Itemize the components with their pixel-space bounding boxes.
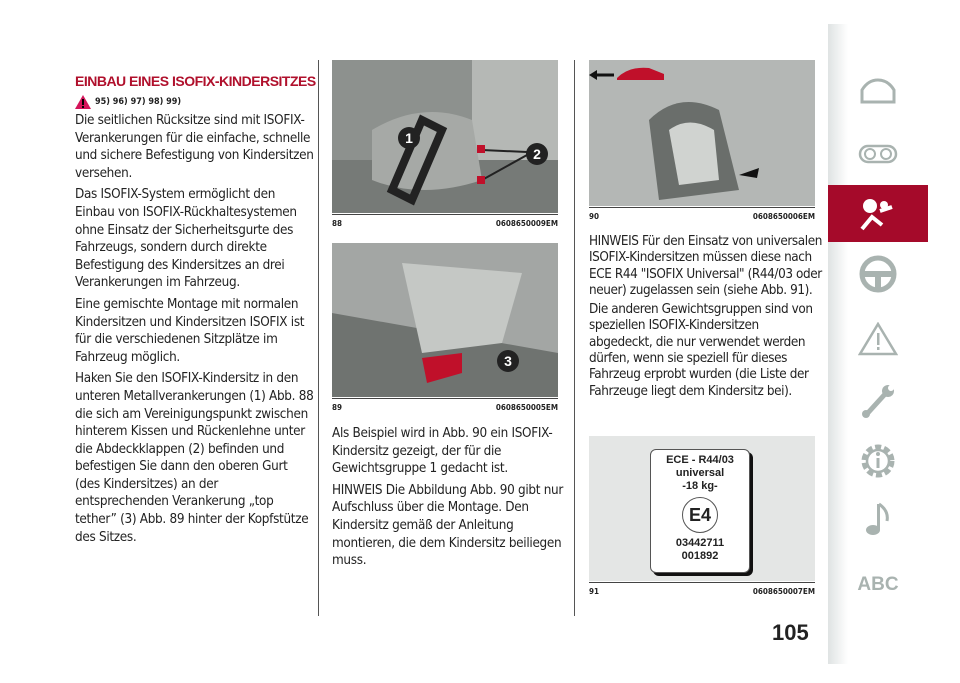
figure-90-image — [589, 60, 815, 206]
label-weight: -18 kg- — [682, 480, 718, 492]
warning-triangle-icon — [858, 322, 898, 356]
abc-index-label: ABC — [857, 573, 899, 595]
music-note-icon — [863, 501, 893, 537]
figure-88-image — [332, 60, 558, 213]
e4-mark: E4 — [682, 497, 718, 533]
sidebar-multimedia[interactable] — [828, 490, 928, 547]
figure-code: 0608650007EM — [752, 587, 815, 596]
column-1 — [75, 112, 315, 550]
warning-refs — [75, 95, 181, 109]
paragraph: Das ISOFIX-System ermöglicht den Einbau von ISOFIX-Rückhaltesystemen ohne Einsatz der Sicherheitsgurte des Fahrzeugs, sondern durch direkte Befestigung des Kindersitzes an drei Verankerungen im Fahrzeug. — [75, 187, 297, 291]
figure-number: 90 — [589, 212, 600, 221]
figure-number: 89 — [332, 403, 343, 412]
sidebar-index[interactable] — [828, 556, 928, 613]
warning-icon — [75, 95, 91, 109]
paragraph: Die anderen Gewichtsgruppen sind von speziellen ISOFIX-Kindersitzen abgedeckt, die nur verwendet werden dürfen, wenn sie speziell für dieses Fahrzeug erprobt wurden (die Liste der Fahrzeuge liegt dem Kindersitz bei). — [589, 302, 813, 399]
column-3 — [589, 234, 825, 403]
sidebar-driving[interactable] — [828, 245, 928, 302]
figure-code: 0608650006EM — [752, 212, 815, 221]
paragraph: Eine gemischte Montage mit normalen Kindersitzen und Kindersitzen ISOFIX ist für die verschiedenen Sitzplätze im Fahrzeug möglich. — [75, 296, 305, 365]
paragraph: HINWEIS Für den Einsatz von universalen ISOFIX-Kindersitzen müssen diese nach ECE R44 "ISOFIX Universal" (R44/03 oder neuer) zugelassen sein (siehe Abb. 91). — [589, 234, 822, 298]
paragraph: HINWEIS Die Abbildung Abb. 90 gibt nur Aufschluss über die Montage. Den Kindersitz gemäß der Anleitung montieren, die dem Kindersitz beiliegen muss. — [332, 482, 564, 569]
label-serial: 001892 — [681, 550, 719, 562]
steering-wheel-icon — [859, 255, 897, 293]
sidebar-safety[interactable] — [828, 185, 928, 242]
wrench-icon — [860, 383, 896, 419]
callout-3: 3 — [504, 353, 512, 369]
paragraph: Als Beispiel wird in Abb. 90 ein ISOFIX-Kindersitz gezeigt, der für die Gewichtsgruppe 1 gedacht ist. — [332, 426, 553, 477]
figure-91-caption — [589, 582, 815, 596]
sidebar-technical-data[interactable] — [828, 432, 928, 489]
column-divider — [318, 60, 319, 616]
figure-88-caption — [332, 214, 558, 228]
figure-number: 91 — [589, 587, 600, 596]
paragraph: Die seitlichen Rücksitze sind mit ISOFIX-Verankerungen für die einfache, schnelle und sichere Befestigung von Kindersitzen versehen. — [75, 113, 314, 181]
column-divider — [574, 60, 575, 616]
label-standard: ECE - R44/03 — [666, 454, 734, 466]
figure-89-image — [332, 243, 558, 397]
figure-code: 0608650005EM — [495, 403, 558, 412]
label-category: universal — [675, 467, 725, 479]
gear-info-icon — [859, 442, 897, 480]
column-2 — [332, 425, 564, 574]
label-approval-number: 03442711 — [675, 537, 725, 549]
car-icon — [858, 78, 898, 104]
warning-ref-numbers: 95) 96) 97) 98) 99) — [95, 97, 182, 107]
page-number: 105 — [772, 620, 809, 645]
callout-1: 1 — [405, 130, 413, 146]
sidebar-car[interactable] — [828, 62, 928, 119]
figure-code: 0608650009EM — [495, 219, 558, 228]
sidebar-maintenance[interactable] — [828, 372, 928, 429]
paragraph: Haken Sie den ISOFIX-Kindersitz in den unteren Metallverankerungen (1) Abb. 88 die sich am Vereinigungspunkt zwischen hinterem Kissen und Rückenlehne unter die Abdeckklappen (2) befinden und befestigen Sie dann den oberen Gurt (des Kindersitzes) an der entsprechenden Verankerung „top tether” (3) Abb. 89 hinter der Kopfstütze des Sitzes. — [75, 371, 314, 545]
ece-approval-label — [650, 449, 750, 573]
figure-number: 88 — [332, 219, 343, 228]
figure-89-caption — [332, 398, 558, 412]
sidebar-instruments[interactable] — [828, 125, 928, 182]
section-title: EINBAU EINES ISOFIX-KINDERSITZES — [75, 73, 316, 89]
callout-2: 2 — [533, 146, 541, 162]
figure-90-caption — [589, 207, 815, 221]
airbag-safety-icon — [858, 197, 898, 231]
sidebar-emergency[interactable] — [828, 310, 928, 367]
instrument-panel-icon — [858, 144, 898, 164]
